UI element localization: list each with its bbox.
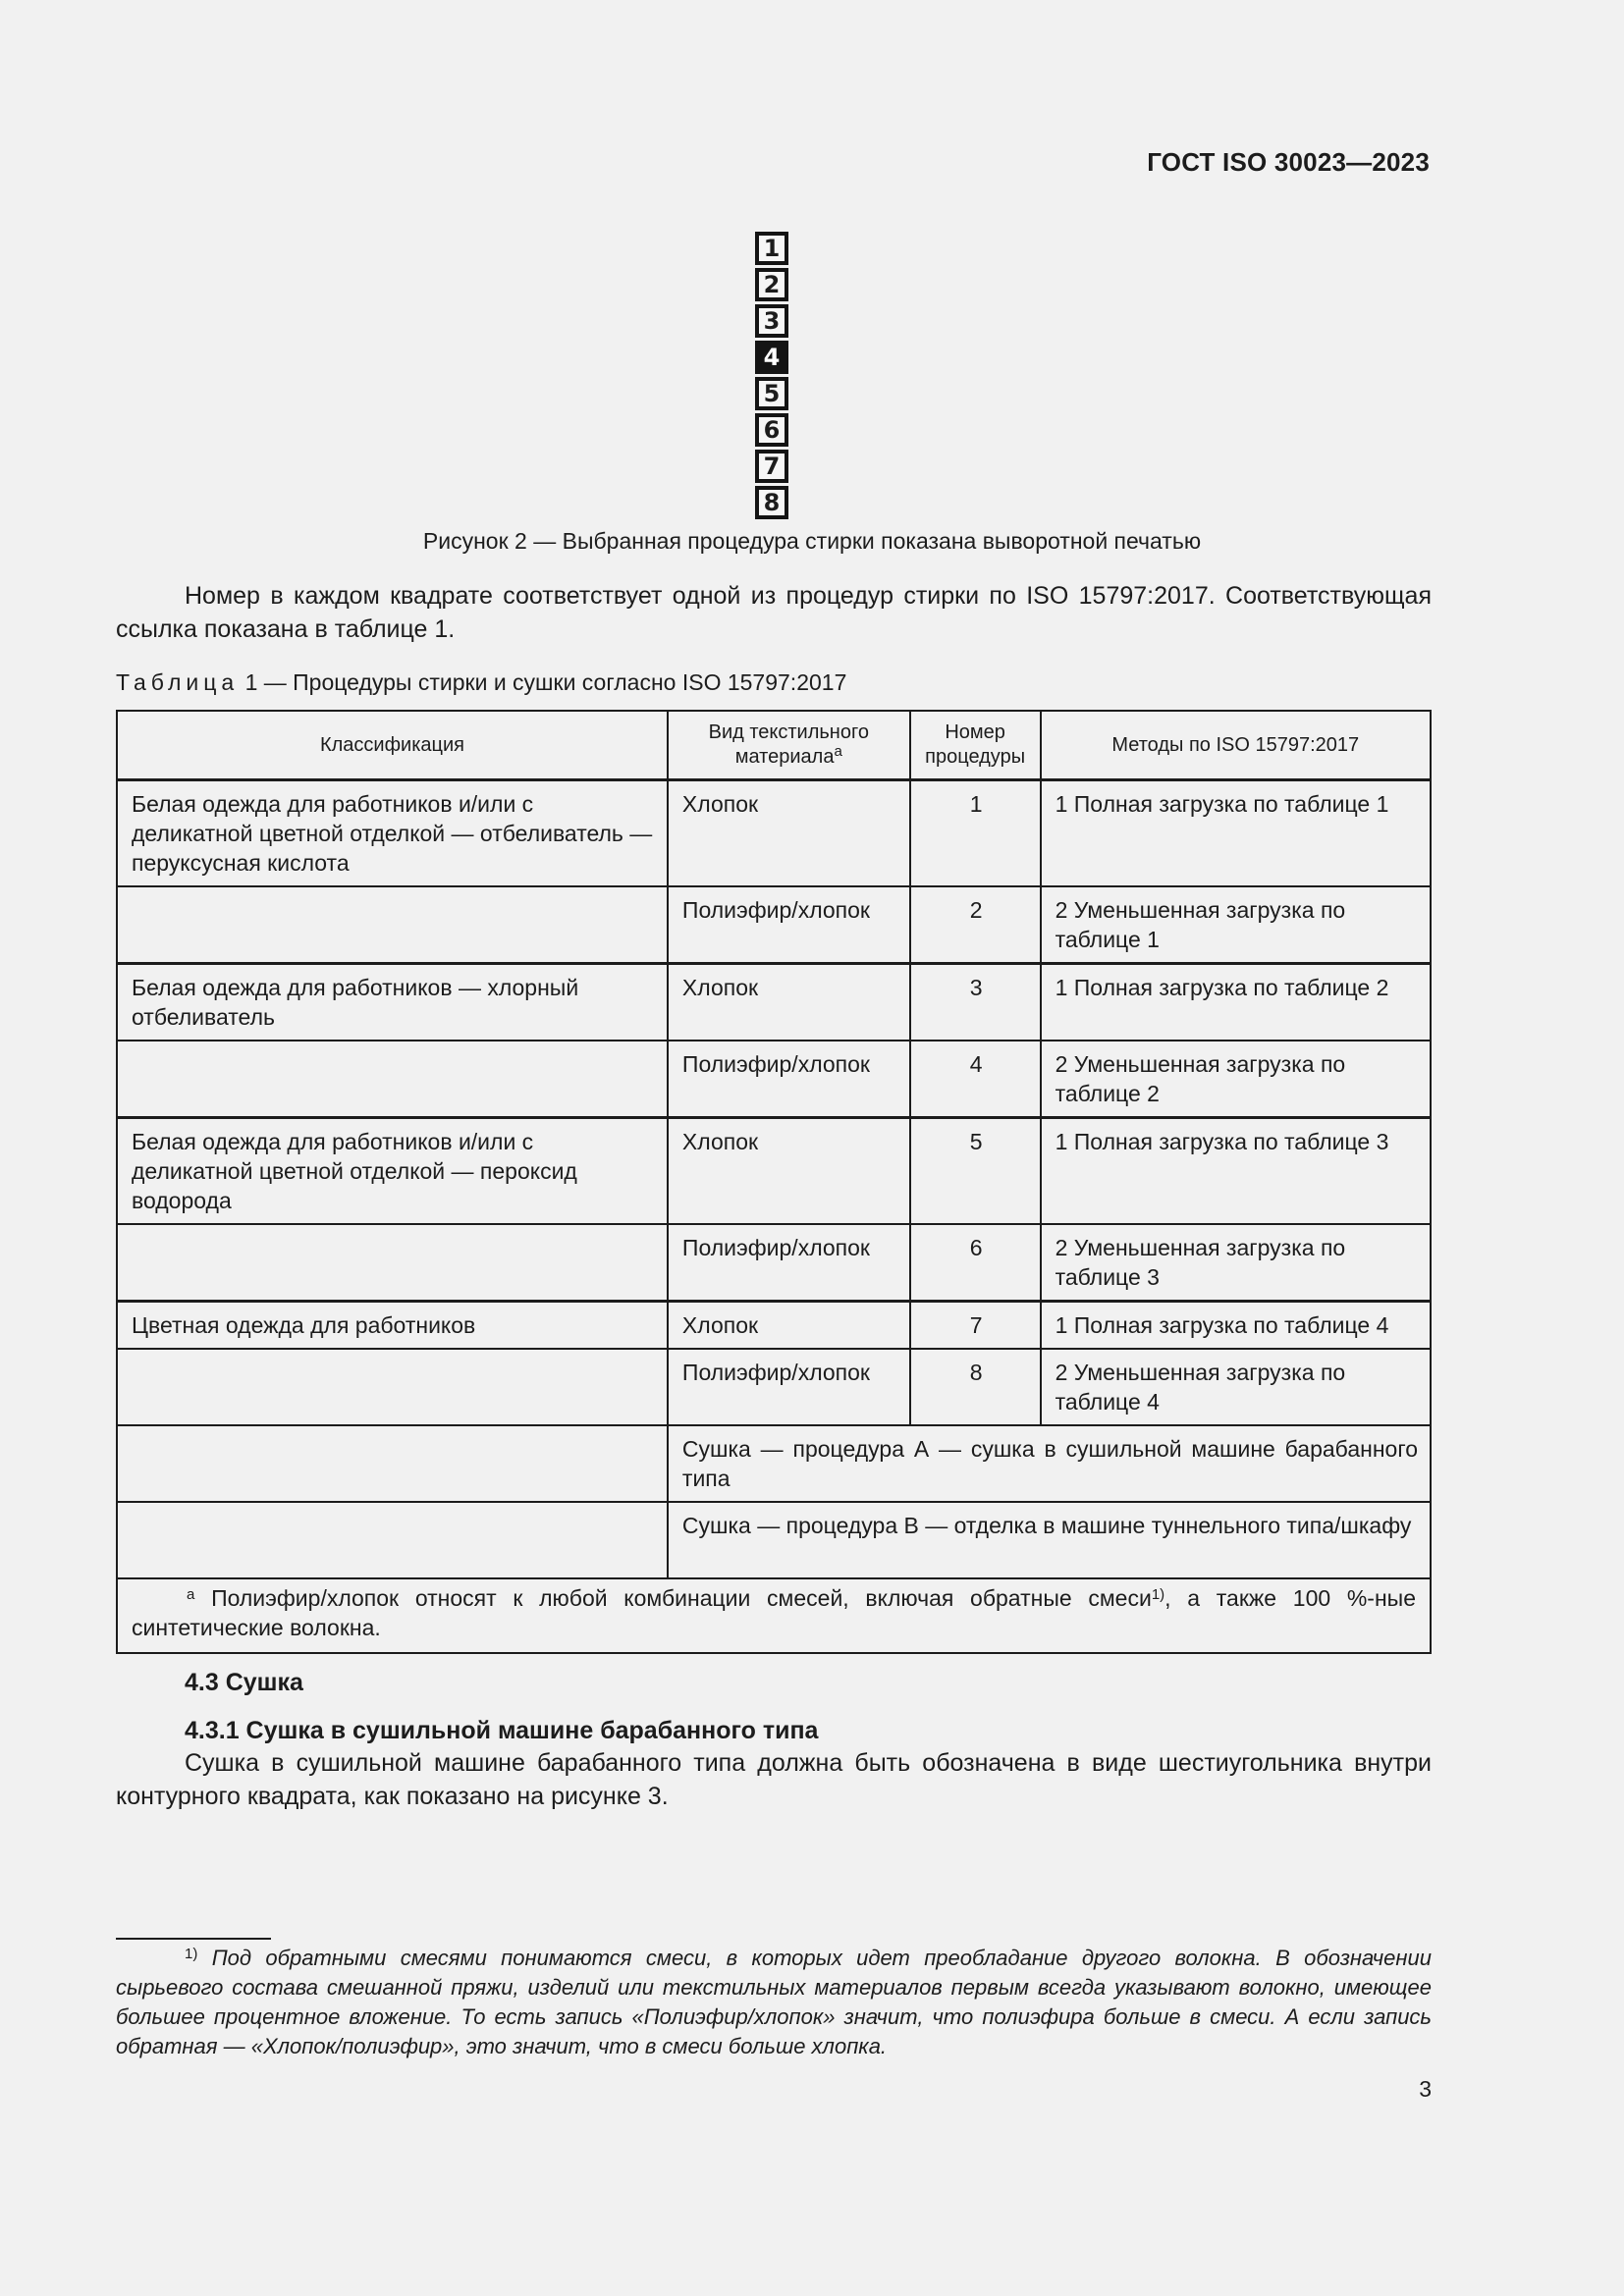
table-row	[117, 1349, 1431, 1425]
cell-classification: Белая одежда для работников — хлорный отбеливатель	[117, 964, 668, 1041]
table-row	[117, 886, 1431, 964]
table-row	[117, 1041, 1431, 1118]
cell-classification	[117, 1349, 668, 1425]
cell-material: Полиэфир/хлопок	[668, 1224, 910, 1302]
cell-number: 6	[910, 1224, 1041, 1302]
procedure-box-6: 6	[755, 413, 788, 447]
cell-classification: Цветная одежда для работников	[117, 1302, 668, 1350]
cell-number: 5	[910, 1118, 1041, 1225]
table-row	[117, 1118, 1431, 1225]
table-footnote-ref: 1)	[1151, 1586, 1165, 1603]
drying-row	[117, 1502, 1431, 1578]
procedure-box-7: 7	[755, 450, 788, 483]
page-number: 3	[1419, 2076, 1432, 2102]
cell-material: Полиэфир/хлопок	[668, 886, 910, 964]
cell-number: 8	[910, 1349, 1041, 1425]
procedure-box-1: 1	[755, 232, 788, 265]
table-footnote-text: Полиэфир/хлопок относят к любой комбинации смесей, включая обратные смеси	[211, 1585, 1152, 1611]
cell-method: 2 Уменьшенная загрузка по таблице 4	[1041, 1349, 1431, 1425]
header-material	[668, 711, 910, 780]
drying-procedure-b: Сушка — процедура В — отделка в машине туннельного типа/шкафу	[668, 1502, 1431, 1578]
cell-number: 4	[910, 1041, 1041, 1118]
cell-method: 2 Уменьшенная загрузка по таблице 1	[1041, 886, 1431, 964]
table-row	[117, 780, 1431, 887]
cell-material: Хлопок	[668, 1118, 910, 1225]
table-footnote	[117, 1578, 1431, 1653]
table-footnote-row	[117, 1578, 1431, 1653]
intro-paragraph: Номер в каждом квадрате соответствует одной из процедур стирки по ISO 15797:2017. Соответствующая ссылка показана в таблице 1.	[116, 582, 1432, 643]
cell-classification	[117, 886, 668, 964]
cell-material: Полиэфир/хлопок	[668, 1041, 910, 1118]
section-heading-4-3: 4.3 Сушка	[185, 1669, 303, 1696]
table-title-label: Таблица	[116, 669, 240, 695]
header-methods: Методы по ISO 15797:2017	[1041, 711, 1431, 780]
cell-classification: Белая одежда для работников и/или с деликатной цветной отделкой — отбеливатель — перуксусная кислота	[117, 780, 668, 887]
table-title-text: 1 — Процедуры стирки и сушки согласно ISO 15797:2017	[244, 669, 847, 695]
procedure-box-8: 8	[755, 486, 788, 519]
cell-classification	[117, 1224, 668, 1302]
figure-caption: Рисунок 2 — Выбранная процедура стирки показана выворотной печатью	[422, 528, 1202, 554]
cell-classification	[117, 1041, 668, 1118]
cell-number: 1	[910, 780, 1041, 887]
procedure-box-5: 5	[755, 377, 788, 410]
section-heading-4-3-1: 4.3.1 Сушка в сушильной машине барабанного типа	[185, 1717, 819, 1744]
page-footnote	[116, 1944, 1432, 2061]
section-4-3-1-text: Сушка в сушильной машине барабанного типа должна быть обозначена в виде шестиугольника внутри контурного квадрата, как показано на рисунке 3.	[116, 1749, 1432, 1810]
cell-material: Хлопок	[668, 1302, 910, 1350]
cell-classification: Белая одежда для работников и/или с деликатной цветной отделкой — пероксид водорода	[117, 1118, 668, 1225]
procedure-box-3: 3	[755, 304, 788, 338]
header-material-text: Вид текстильного материала	[708, 721, 869, 768]
footnote-divider	[116, 1938, 271, 1940]
header-classification: Классификация	[117, 711, 668, 780]
cell-material: Хлопок	[668, 780, 910, 887]
cell-method: 1 Полная загрузка по таблице 3	[1041, 1118, 1431, 1225]
table-footnote-text-end: , а также 100 %-ные синтетические волокна.	[132, 1585, 1416, 1640]
cell-number: 2	[910, 886, 1041, 964]
cell-method: 1 Полная загрузка по таблице 4	[1041, 1302, 1431, 1350]
washing-procedure-symbol	[752, 232, 791, 522]
drying-row	[117, 1425, 1431, 1502]
cell-number: 7	[910, 1302, 1041, 1350]
cell-material: Хлопок	[668, 964, 910, 1041]
cell-number: 3	[910, 964, 1041, 1041]
cell-empty	[117, 1502, 668, 1578]
header-number: Номер процедуры	[910, 711, 1041, 780]
procedures-table	[116, 710, 1432, 1654]
cell-material: Полиэфир/хлопок	[668, 1349, 910, 1425]
procedure-box-2: 2	[755, 268, 788, 301]
table-row	[117, 1224, 1431, 1302]
table-row	[117, 964, 1431, 1041]
page-footnote-marker: 1)	[185, 1946, 198, 1962]
table-footnote-marker: a	[187, 1586, 195, 1603]
cell-method: 1 Полная загрузка по таблице 2	[1041, 964, 1431, 1041]
table-row	[117, 1302, 1431, 1350]
cell-empty	[117, 1425, 668, 1502]
cell-method: 2 Уменьшенная загрузка по таблице 2	[1041, 1041, 1431, 1118]
table-header-row	[117, 711, 1431, 780]
table-title	[116, 669, 846, 696]
procedure-box-4-selected: 4	[755, 341, 788, 374]
cell-method: 1 Полная загрузка по таблице 1	[1041, 780, 1431, 887]
document-code: ГОСТ ISO 30023—2023	[1147, 147, 1430, 177]
page-footnote-text: Под обратными смесями понимаются смеси, в которых идет преобладание другого волокна. В обозначении сырьевого состава смешанной пряжи, изделий или текстильных материалов первым всегда указывают волокно, имеющее большее процентное вложение. То есть запись «Полиэфир/хлопок» значит, что полиэфира больше в смеси. А если запись обратная — «Хлопок/полиэфир», это значит, что в смеси больше хлопка.	[116, 1946, 1432, 2058]
cell-method: 2 Уменьшенная загрузка по таблице 3	[1041, 1224, 1431, 1302]
header-material-sup: a	[834, 743, 842, 760]
drying-procedure-a: Сушка — процедура А — сушка в сушильной машине барабанного типа	[668, 1425, 1431, 1502]
